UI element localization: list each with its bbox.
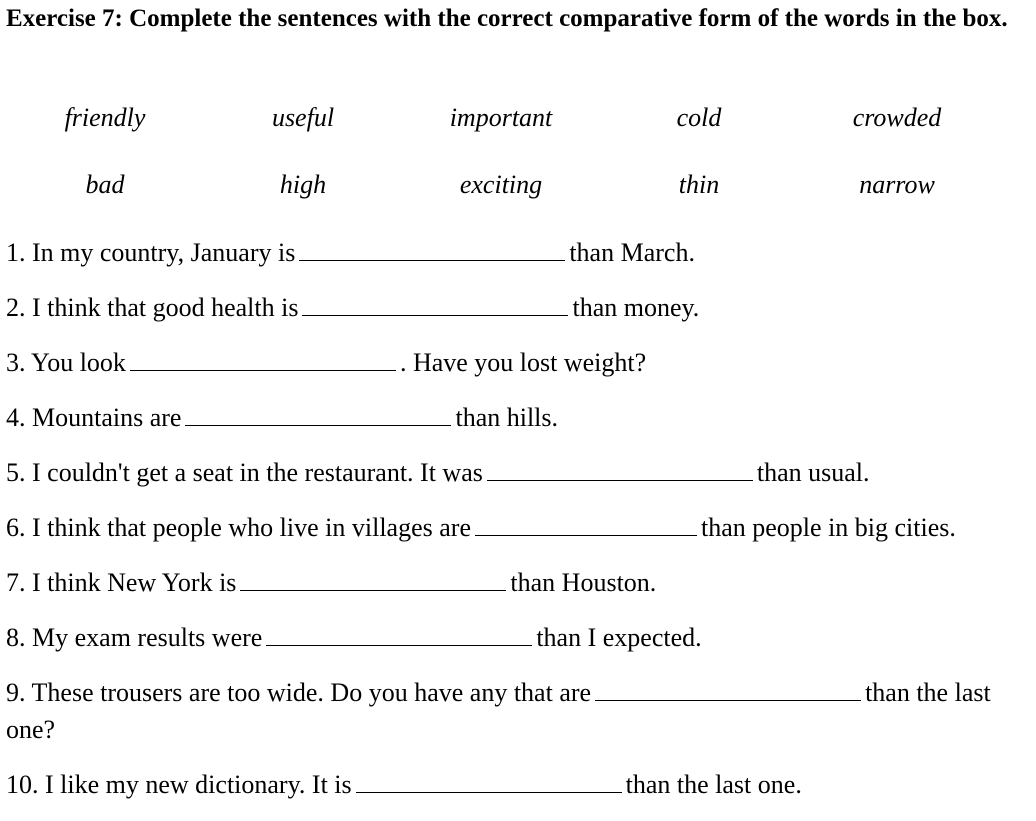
word-option: exciting bbox=[459, 170, 543, 199]
sentence-text-after: than hills. bbox=[455, 403, 559, 432]
sentence-text-after: than money. bbox=[572, 293, 700, 322]
sentence-4 bbox=[6, 399, 1016, 436]
sentence-5 bbox=[6, 454, 1016, 491]
sentence-text-after: than I expected. bbox=[536, 623, 702, 652]
sentence-text-after: than people in big cities. bbox=[701, 513, 956, 542]
sentence-text-before: 2. I think that good health is bbox=[6, 293, 299, 322]
sentence-10 bbox=[6, 766, 1016, 803]
word-option: narrow bbox=[859, 170, 935, 199]
sentence-7 bbox=[6, 564, 1016, 601]
answer-blank[interactable] bbox=[475, 509, 697, 536]
answer-blank[interactable] bbox=[302, 289, 568, 316]
word-option: high bbox=[279, 170, 327, 199]
word-option: useful bbox=[271, 103, 335, 132]
answer-blank[interactable] bbox=[299, 234, 565, 261]
sentence-text-before: 6. I think that people who live in villages are bbox=[6, 513, 471, 542]
answer-blank[interactable] bbox=[487, 454, 753, 481]
sentence-text-after: than March. bbox=[569, 238, 695, 267]
answer-blank[interactable] bbox=[595, 674, 861, 701]
answer-blank[interactable] bbox=[240, 564, 506, 591]
sentence-3 bbox=[6, 344, 1016, 381]
sentence-8 bbox=[6, 619, 1016, 656]
sentence-list bbox=[6, 234, 1016, 821]
sentence-text-after: than the last one? bbox=[6, 678, 991, 744]
sentence-text-before: 3. You look bbox=[6, 348, 126, 377]
word-option: thin bbox=[678, 170, 720, 199]
sentence-text-before: 9. These trousers are too wide. Do you have any that are bbox=[6, 678, 592, 707]
sentence-text-after: . Have you lost weight? bbox=[399, 348, 647, 377]
answer-blank[interactable] bbox=[266, 619, 532, 646]
sentence-text-before: 10. I like my new dictionary. It is bbox=[6, 770, 352, 799]
sentence-2 bbox=[6, 289, 1016, 326]
word-option: friendly bbox=[64, 103, 146, 132]
sentence-text-before: 7. I think New York is bbox=[6, 568, 237, 597]
word-box bbox=[6, 100, 996, 234]
sentence-text-after: than usual. bbox=[756, 458, 870, 487]
word-option: crowded bbox=[852, 103, 942, 132]
sentence-9 bbox=[6, 674, 1016, 748]
sentence-text-after: than Houston. bbox=[510, 568, 657, 597]
exercise-title: Exercise 7: Complete the sentences with the correct comparative form of the words in the box. bbox=[6, 5, 1008, 32]
sentence-text-before: 1. In my country, January is bbox=[6, 238, 296, 267]
sentence-text-before: 5. I couldn't get a seat in the restaurant. It was bbox=[6, 458, 483, 487]
word-option: important bbox=[449, 103, 553, 132]
answer-blank[interactable] bbox=[130, 344, 396, 371]
sentence-1 bbox=[6, 234, 1016, 271]
answer-blank[interactable] bbox=[185, 399, 451, 426]
word-row bbox=[6, 100, 996, 167]
sentence-text-before: 4. Mountains are bbox=[6, 403, 182, 432]
sentence-text-after: than the last one. bbox=[625, 770, 802, 799]
word-option: cold bbox=[676, 103, 722, 132]
sentence-text-before: 8. My exam results were bbox=[6, 623, 263, 652]
answer-blank[interactable] bbox=[356, 766, 622, 793]
word-option: bad bbox=[85, 170, 125, 199]
word-row bbox=[6, 167, 996, 234]
sentence-6 bbox=[6, 509, 1016, 546]
